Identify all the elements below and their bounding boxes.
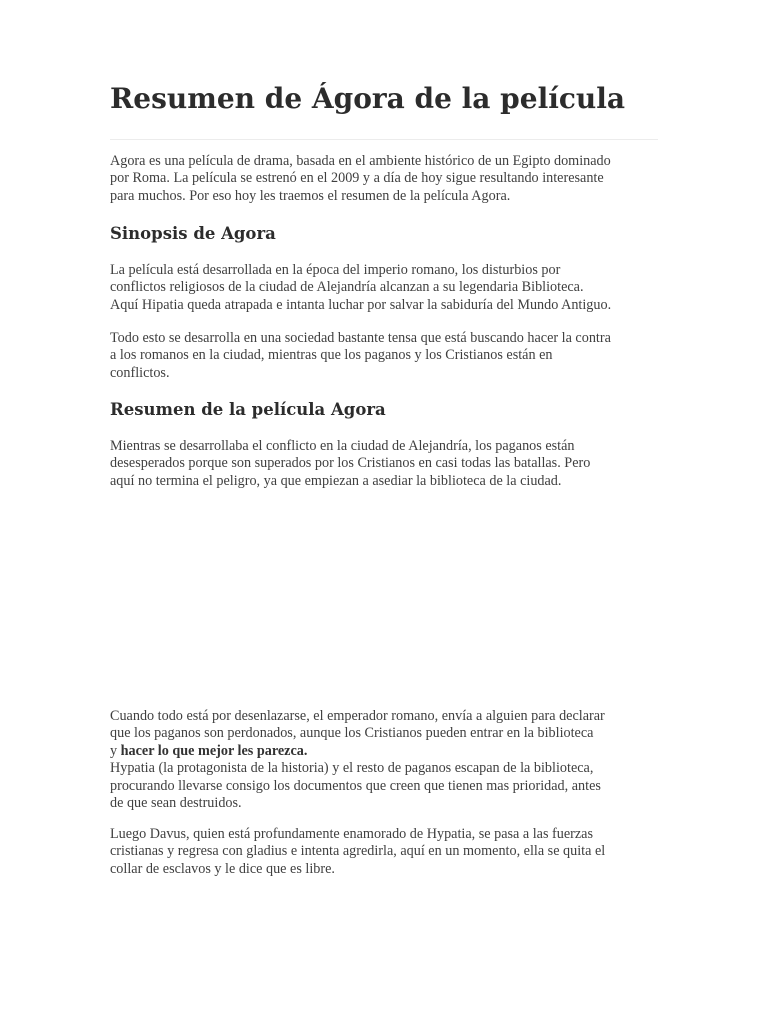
- text-line: de que sean destruidos.: [110, 795, 242, 812]
- resumen-paragraph-2: [110, 708, 660, 812]
- text-line: cristianas y regresa con gladius e intenta agredirla, aquí en un momento, ella se quita el: [110, 843, 606, 860]
- section-heading-sinopsis: Sinopsis de Agora: [110, 224, 276, 243]
- text-line: Hypatia (la protagonista de la historia) y el resto de paganos escapan de la biblioteca,: [110, 760, 594, 777]
- text-line: por Roma. La película se estrenó en el 2009 y a día de hoy sigue resultando interesante: [110, 170, 604, 187]
- text-line: Luego Davus, quien está profundamente enamorado de Hypatia, se pasa a las fuerzas: [110, 826, 593, 842]
- text-line: Agora es una película de drama, basada en el ambiente histórico de un Egipto dominado: [110, 153, 611, 169]
- bold-phrase: hacer lo que mejor les parezca.: [120, 742, 308, 759]
- blank-ad-space: [110, 500, 660, 700]
- text-line: para muchos. Por eso hoy les traemos el resumen de la película Agora.: [110, 187, 511, 204]
- text-line: Aquí Hipatia queda atrapada e intanta luchar por salvar la sabiduría del Mundo Antiguo.: [110, 296, 612, 313]
- section-heading-resumen: Resumen de la película Agora: [110, 400, 386, 419]
- text-line: desesperados porque son superados por los Cristianos en casi todas las batallas. Pero: [110, 455, 591, 472]
- text-line: conflictos religiosos de la ciudad de Alejandría alcanzan a su legendaria Biblioteca.: [110, 279, 584, 296]
- resumen-paragraph-3: [110, 826, 660, 878]
- text-line: Cuando todo está por desenlazarse, el emperador romano, envía a alguien para declarar: [110, 708, 605, 724]
- line-prefix: y: [110, 742, 121, 759]
- text-line: procurando llevarse consigo los documentos que creen que tienen mas prioridad, antes: [110, 777, 601, 794]
- resumen-paragraph-1: [110, 438, 660, 490]
- text-line: collar de esclavos y le dice que es libre.: [110, 860, 335, 877]
- text-line: Todo esto se desarrolla en una sociedad bastante tensa que está buscando hacer la contra: [110, 330, 611, 346]
- intro-paragraph: [110, 153, 660, 205]
- text-line: Mientras se desarrollaba el conflicto en la ciudad de Alejandría, los paganos están: [110, 438, 575, 454]
- title-divider: [110, 139, 658, 140]
- text-line-with-bold: [110, 743, 660, 760]
- text-line: que los paganos son perdonados, aunque los Cristianos pueden entrar en la biblioteca: [110, 725, 594, 742]
- sinopsis-paragraph-1: [110, 262, 660, 314]
- text-line: a los romanos en la ciudad, mientras que los paganos y los Cristianos están en: [110, 347, 553, 364]
- page-title: Resumen de Ágora de la película: [110, 82, 626, 115]
- text-line: aquí no termina el peligro, ya que empiezan a asediar la biblioteca de la ciudad.: [110, 472, 562, 489]
- text-line: conflictos.: [110, 364, 170, 381]
- text-line: La película está desarrollada en la época del imperio romano, los disturbios por: [110, 262, 561, 278]
- sinopsis-paragraph-2: [110, 330, 660, 382]
